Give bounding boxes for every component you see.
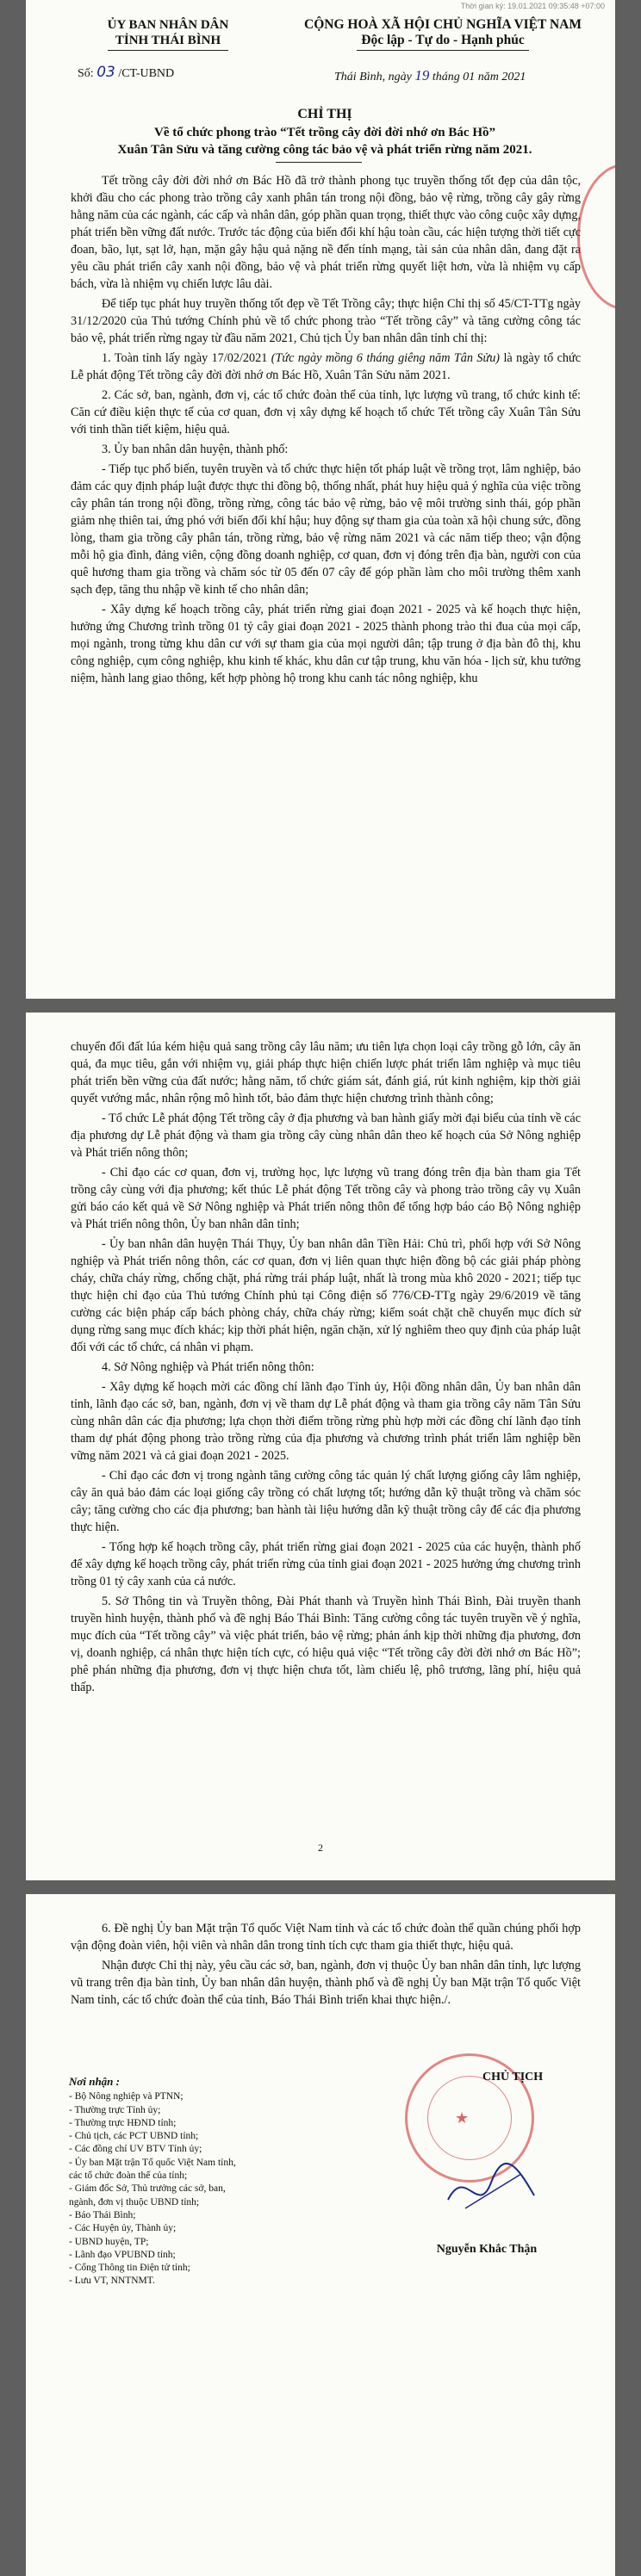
- paragraph: 3. Ủy ban nhân dân huyện, thành phố:: [102, 443, 289, 456]
- recipient-item: - Lãnh đạo VPUBND tỉnh;: [69, 2249, 176, 2260]
- page-number: 2: [318, 1842, 323, 1854]
- paragraph: 4. Sở Nông nghiệp và Phát triển nông thôn:: [102, 1360, 314, 1374]
- doc-number-suffix: /CT-UBND: [118, 67, 175, 80]
- org-underline: [108, 50, 228, 51]
- recipient-item: - Thường trực HĐND tỉnh;: [69, 2117, 177, 2128]
- page-3: [26, 1894, 615, 2576]
- recipient-item: - Các Huyện ủy, Thành ủy;: [69, 2223, 177, 2234]
- seal-partial: [577, 164, 615, 310]
- recipient-item: - Lưu VT, NNTNMT.: [69, 2276, 155, 2287]
- paragraph: 6. Đề nghị Ủy ban Mặt trận Tổ quốc Việt Nam tỉnh và các tổ chức đoàn thể quần chúng phối hợp vận động đoàn viên, hội viên và nhân dân trong tỉnh tích cực tham gia thiết thực, hiệu quả.: [71, 1922, 581, 1953]
- page-1: [26, 0, 615, 999]
- paragraph: chuyển đổi đất lúa kém hiệu quả sang trồng cây lâu năm; ưu tiên lựa chọn loại cây trồng gỗ lớn, cây ăn quả, đa mục tiêu, gắn với nhiệm vụ, giải pháp thực hiện chiến lược phát triển lâm nghiệp và mục tiêu phát triển bền vững của đất nước; hằng năm, tổ chức giám sát, đánh giá, rút kinh nghiệm, kịp thời giải quyết vướng mắc, nhân rộng mô hình tốt, bảo đảm thực hiện chương trình thành công;: [71, 1040, 581, 1105]
- country-line-2: Độc lập - Tự do - Hạnh phúc: [361, 33, 525, 47]
- page-3-body: [71, 1920, 581, 2011]
- recipient-item: - Các đồng chí UV BTV Tỉnh ủy;: [69, 2144, 202, 2155]
- recipient-item: các tổ chức đoàn thể của tỉnh;: [69, 2170, 188, 2182]
- paragraph: - Chỉ đạo các cơ quan, đơn vị, trường học, lực lượng vũ trang đóng trên địa bàn tham gia Tết trồng cây cùng với địa phương; kết thúc Lễ phát động Tết trồng cây và phong trào trồng cây vụ Xuân gửi báo cáo kết quả về Sở Nông nghiệp và Phát triển nông thôn để tổng hợp báo cáo Bộ Nông nghiệp và Phát triển nông thôn, Ủy ban nhân dân tỉnh;: [71, 1166, 581, 1231]
- motto-underline: [357, 50, 529, 51]
- title-line-2: Xuân Tân Sửu và tăng cường công tác bảo vệ và phát triển rừng năm 2021.: [117, 143, 532, 157]
- page-1-body: [71, 172, 581, 690]
- seal-star-icon: ★: [455, 2109, 470, 2127]
- issuing-org: [60, 17, 276, 51]
- handwritten-signature: [439, 2148, 543, 2226]
- country-line-1: CỘNG HOÀ XÃ HỘI CHỦ NGHĨA VIỆT NAM: [304, 17, 582, 32]
- paragraph: - Chỉ đạo các đơn vị trong ngành tăng cường công tác quản lý chất lượng giống cây lâm nghiệp, cây ăn quả bảo đảm các loại giống cây trồng có chất lượng tốt; hướng dẫn kỹ thuật trồng và chăm sóc cây; tăng cường cho các địa phương; ban hành tài liệu hướng dẫn kỹ thuật trồng cây để các địa phương thực hiện.: [71, 1469, 581, 1534]
- recipient-item: ngành, đơn vị thuộc UBND tỉnh;: [69, 2196, 200, 2208]
- paragraph: - Tổ chức Lễ phát động Tết trồng cây ở địa phương và ban hành giấy mời đại biểu của tỉnh về các địa phương dự Lễ phát động và tham gia trồng cây cùng nhân dân theo kế hoạch của Sở Nông nghiệp và Phát triển nông thôn;: [71, 1112, 581, 1160]
- paragraph: - Tổng hợp kế hoạch trồng cây, phát triển rừng giai đoạn 2021 - 2025 của các huyện, thành phố để xây dựng kế hoạch trồng cây, phát triển rừng của tỉnh giai đoạn 2021 - 2025 hưởng ứng chương trình trồng 01 tỷ cây xanh của cả nước.: [71, 1540, 581, 1588]
- signer-name: Nguyễn Khắc Thận: [436, 2243, 538, 2256]
- signer-title: CHỦ TỊCH: [482, 2071, 544, 2084]
- paragraph: - Xây dựng kế hoạch mời các đồng chí lãnh đạo Tỉnh ủy, Hội đồng nhân dân, Ủy ban nhân dân tỉnh, lãnh đạo các sở, ban, ngành, đơn vị về tham dự Lễ phát động và tham gia trồng cây năm Tân Sửu cùng nhân dân các địa phương; lựa chọn thời điểm trồng rừng phù hợp mời các đồng chí lãnh đạo tỉnh tham dự phát động phong trào trồng rừng của địa phương và chương trình phát triển lâm nghiệp bền vững năm 2021 và cả giai đoạn 2021 - 2025.: [71, 1380, 581, 1463]
- date-prefix: Thái Bình, ngày: [334, 71, 412, 84]
- page-2: [26, 1012, 615, 1880]
- recipient-item: - Chủ tịch, các PCT UBND tỉnh;: [69, 2131, 199, 2142]
- paragraph: Tết trồng cây đời đời nhớ ơn Bác Hồ đã trở thành phong tục truyền thống tốt đẹp của dân tộc, khởi đầu cho các phong trào trồng cây xanh phân tán trong nội đồng, bảo vệ rừng, trồng cây gây rừng hằng năm của các ngành, các cấp và nhân dân, góp phần quan trọng, thiết thực vào công cuộc xây dựng, phát triển bền vững đất nước. Trước tác động của biến đổi khí hậu toàn cầu, các hiện tượng thời tiết cực đoan, bão, lụt, sạt lở, hạn, mặn gây hậu quả nặng nề đến tính mạng, tài sản của nhân dân, đang đặt ra yêu cầu phát triển cây xanh nội đồng, bảo vệ và phát triển rừng quyết liệt hơn, vừa là nhiệm vụ cấp bách, vừa là nhiệm vụ chiến lược lâu dài.: [71, 174, 581, 291]
- recipients-label: Nơi nhận :: [69, 2075, 120, 2088]
- org-line-2: TỈNH THÁI BÌNH: [115, 34, 221, 47]
- date-day-handwritten: 19: [414, 67, 430, 84]
- recipient-item: - Cổng Thông tin Điện tử tỉnh;: [69, 2263, 190, 2274]
- paragraph: 2. Các sở, ban, ngành, đơn vị, các tổ chức đoàn thể của tỉnh, lực lượng vũ trang, tổ chức kinh tế: Căn cứ điều kiện thực tế của cơ quan, đơn vị xây dựng kế hoạch tổ chức Tết trồng cây Xuân Tân Sửu với tinh thần tiết kiệm, hiệu quả.: [71, 388, 581, 437]
- document-number: [78, 64, 174, 81]
- paragraph: Nhận được Chỉ thị này, yêu cầu các sở, ban, ngành, đơn vị thuộc Ủy ban nhân dân tỉnh, lực lượng vũ trang trên địa bàn tỉnh, Ủy ban nhân dân huyện, thành phố và đề nghị Ủy ban Mặt trận Tổ quốc Việt Nam tỉnh, các tổ chức đoàn thể của tỉnh, Báo Thái Bình triển khai thực hiện./.: [71, 1959, 581, 2007]
- date-suffix: tháng 01 năm 2021: [432, 71, 526, 84]
- paragraph: - Tiếp tục phổ biến, tuyên truyền và tổ chức thực hiện tốt pháp luật về trồng trọt, lâm nghiệp, bảo đảm các quy định pháp luật được thực thi đồng bộ, thống nhất, phát huy hiệu quả ý nghĩa của việc trồng cây phân tán trong nội đồng, trồng rừng, công tác bảo vệ rừng, bảo vệ môi trường sinh thái, góp phần giảm nhẹ thiên tai, ứng phó với biến đổi khí hậu; huy động sự tham gia của toàn xã hội chung sức, đồng lòng, tham gia trồng cây phân tán, trồng rừng, bảo vệ rừng năm 2021 và các năm tiếp theo; vận động mỗi hộ gia đình, đảng viên, cộng đồng doanh nghiệp, cơ quan, đơn vị đóng trên địa bàn, người con của quê hương tham gia trồng và chăm sóc từ 05 đến 07 cây để góp phần làm cho môi trường thêm xanh sạch đẹp, tăng thu nhập về kinh tế cho nhân dân;: [71, 462, 581, 597]
- signature-block: [388, 2071, 586, 2260]
- org-line-1: ỦY BAN NHÂN DÂN: [107, 18, 229, 32]
- recipient-item: - UBND huyện, TP;: [69, 2236, 149, 2247]
- page-2-body: [71, 1038, 581, 1699]
- signature-timestamp: Thời gian ký: 19.01.2021 09:35:48 +07:00: [460, 2, 605, 10]
- document-header: [60, 17, 589, 98]
- recipient-item: - Báo Thái Bình;: [69, 2209, 136, 2220]
- title-underline: [276, 162, 362, 163]
- national-motto: [283, 17, 603, 51]
- recipient-item: - Ủy ban Mặt trận Tổ quốc Việt Nam tỉnh,: [69, 2157, 236, 2168]
- recipient-item: - Thường trực Tỉnh ủy;: [69, 2104, 161, 2115]
- paragraph: 5. Sở Thông tin và Truyền thông, Đài Phát thanh và Truyền hình Thái Bình, Đài truyền thanh truyền hình huyện, thành phố và đề nghị Báo Thái Bình: Tăng cường công tác tuyên truyền về ý nghĩa, mục đích của “Tết trồng cây” và việc phát triển, bảo vệ rừng; phản ánh kịp thời những địa phương, đơn vị, doanh nghiệp, cá nhân thực hiện tích cực, có hiệu quả việc “Tết trồng cây đời đời nhớ ơn Bác Hồ”; phê phán những địa phương, đơn vị thực hiện chưa tốt, làm chiếu lệ, phô trương, lãng phí, hiệu quả thấp.: [71, 1595, 581, 1694]
- recipients-block: [69, 2075, 327, 2288]
- paragraph: - Xây dựng kế hoạch trồng cây, phát triển rừng giai đoạn 2021 - 2025 và kế hoạch thực hiện, hưởng ứng Chương trình trồng 01 tỷ cây giai đoạn 2021 - 2025 thành phong trào thi đua của mọi cấp, mọi ngành, trong từng khu dân cư với sự tham gia của mọi người dân; tập trung ở địa bàn đô thị, khu công nghiệp, cụm công nghiệp, khu kinh tế khác, khu dân cư tập trung, khu văn hóa - lịch sử, khu tưởng niệm, hành lang giao thông, kết hợp phòng hộ trong khu canh tác nông nghiệp, khu: [71, 603, 581, 685]
- doc-number-handwritten: 03: [96, 64, 115, 81]
- recipient-item: - Giám đốc Sở, Thủ trưởng các sở, ban,: [69, 2183, 226, 2195]
- paragraph: - Ủy ban nhân dân huyện Thái Thụy, Ủy ban nhân dân Tiền Hải: Chủ trì, phối hợp với Sở Nông nghiệp và Phát triển nông thôn, các cơ quan, đơn vị liên quan thực hiện đồng bộ các giải pháp phòng cháy, chữa cháy rừng, chống chặt, phá rừng trái pháp luật, nhất là trong mùa khô 2020 - 2021; tiếp tục thực hiện chỉ đạo của Thủ tướng Chính phủ tại Công điện số 776/CĐ-TTg ngày 29/6/2019 về tăng cường các biện pháp cấp bách phòng cháy, chữa cháy rừng; kiểm soát chặt chẽ chuyển mục đích sử dụng rừng sang mục đích khác; kịp thời phát hiện, ngăn chặn, xử lý nghiêm theo quy định của pháp luật đối với các tổ chức, cá nhân vi phạm.: [71, 1237, 581, 1354]
- document-date: [334, 67, 526, 84]
- paragraph: 1. Toàn tỉnh lấy ngày 17/02/2021 (Tức ngày mồng 6 tháng giêng năm Tân Sửu) là ngày tổ chức Lễ phát động Tết trồng cây đời đời nhớ ơn Bác Hồ, Xuân Tân Sửu năm 2021.: [71, 351, 582, 382]
- recipient-item: - Bộ Nông nghiệp và PTNN;: [69, 2091, 184, 2102]
- doc-number-prefix: Số:: [78, 67, 94, 80]
- title-line-1: Về tổ chức phong trào “Tết trồng cây đời đời nhớ ơn Bác Hồ”: [154, 126, 495, 139]
- document-kind: CHỈ THỊ: [297, 107, 352, 121]
- paragraph: Để tiếp tục phát huy truyền thống tốt đẹp về Tết Trồng cây; thực hiện Chỉ thị số 45/CT-TTg ngày 31/12/2020 của Thủ tướng Chính phủ về tổ chức phong trào “Tết trồng cây” và tăng cường công tác bảo vệ, phát triển rừng ngay từ đầu năm 2021, Chủ tịch Ủy ban nhân dân tỉnh chỉ thị:: [71, 297, 581, 345]
